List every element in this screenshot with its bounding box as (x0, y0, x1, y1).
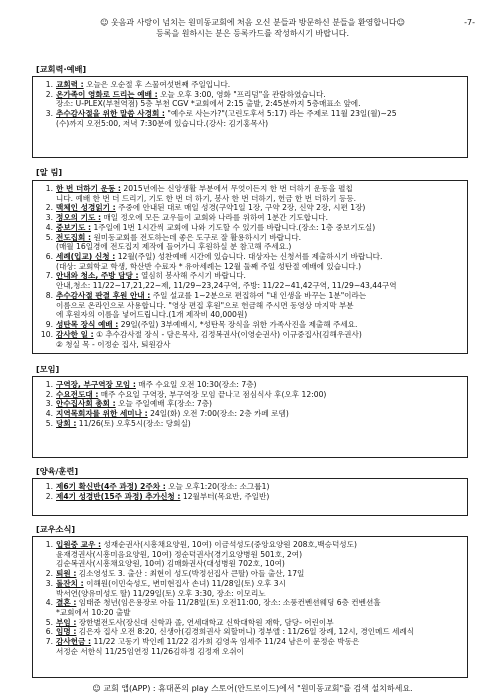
item-label: 부임 : (56, 617, 77, 627)
section-item (39, 203, 461, 213)
item-number: 5. (45, 418, 53, 428)
section-title-training: [양육/훈련] (36, 466, 79, 476)
item-label: 추수감사절을 위한 말씀 사경회 : (56, 109, 165, 119)
section-item (39, 579, 461, 589)
section-item (39, 242, 461, 252)
section-item (39, 419, 461, 429)
section-item (39, 310, 461, 320)
item-number: 3. (45, 109, 53, 119)
item-number: 1. (45, 184, 53, 193)
item-number: 2. (45, 491, 53, 501)
section-item (39, 194, 461, 204)
item-text: 장한별전도사(장신대 신학과 졸, 연세대학교 신학대학원 재학, 담당- 어린이부 (78, 617, 334, 627)
item-number (39, 310, 56, 320)
item-number: 5. (45, 617, 53, 627)
item-text: 매주 수요일 구역장, 부구역장 모임 끝나고 점심식사 후(오후 12:00) (100, 389, 327, 399)
item-label: 감사한 일 : (56, 329, 94, 339)
section-item (39, 119, 461, 129)
item-number: 3. (45, 399, 53, 409)
section-item (39, 390, 461, 400)
section-title-member-news: [교우소식] (36, 524, 76, 534)
item-number: 10. (40, 329, 53, 339)
item-text: 29일(주일) 3부예배시, *성탄목 장식을 위한 가족사진을 제출해 주세요. (120, 320, 358, 330)
header-registration-line: 등록을 원하시는 분은 등록카드를 작성하시기 바랍니다. (156, 28, 349, 38)
item-label: 교회력 : (56, 80, 84, 89)
section-title-meetings: [모임] (36, 364, 60, 374)
item-text: 오늘은 오순절 후 스물여섯번째 주일입니다. (86, 80, 231, 89)
section-item (39, 637, 461, 647)
item-number (39, 608, 56, 618)
item-number (39, 647, 56, 657)
section-box-meetings (32, 376, 468, 458)
item-number (39, 281, 56, 291)
section-item (39, 271, 461, 281)
item-label: 돌잔치 : (56, 578, 84, 588)
item-text: 윤재경권사(시흥미음요양원, 10여) 정순덕권사(경기요양병원 501호, 2여) (56, 549, 303, 559)
item-label: 임명 : (56, 627, 77, 637)
item-text: (매월 16일경에 전도집지 제작에 들어가니 후원하실 분 참고해 주세요.) (56, 242, 292, 252)
section-item (39, 184, 461, 194)
item-number: 5. (45, 232, 53, 242)
item-number (39, 99, 56, 109)
item-text: 안내,청소: 11/22~17,21,22~제, 11/29~23,24구역, 주방: 11/22~41,42구역, 11/29~43,44구역 (56, 281, 397, 291)
item-label: 온가족이 영화로 드리는 예배 : (56, 89, 158, 99)
section-item (39, 340, 461, 350)
item-number (39, 340, 56, 350)
item-label: 정오의 기도 : (56, 213, 102, 223)
item-number (39, 119, 56, 129)
item-text: 주일 설교를 1~2분으로 편집하여 "내 인생을 바꾸는 1분"이라는 (152, 290, 367, 300)
item-label: 중보기도 : (56, 222, 92, 232)
section-item (39, 109, 461, 119)
item-text: 이름으로 온라인으로 사용합니다. "영상 편집 후원"으로 헌금해 주시면 동영상 마지막 부분 (56, 300, 354, 310)
item-text: 성재순권사(시흥채요양원, 10여) 이금석성도(중앙요양원 208호,백승덕성도) (103, 540, 357, 549)
section-item (39, 550, 461, 560)
section-item (39, 647, 461, 657)
item-text: 서정순 서한식 11/25임연정 11/26김하정 김정재 오쉬이 (56, 646, 244, 656)
section-item (39, 559, 461, 569)
section-item (39, 608, 461, 618)
section-box-training (32, 478, 468, 516)
item-number (39, 194, 56, 204)
item-number (39, 301, 56, 311)
item-text: 11/26(토) 오후5시(장소: 당회실) (78, 418, 191, 428)
item-label: 감사헌금 : (56, 637, 92, 647)
item-text: 김소영성도 3. 출산 : 최현이 성도(박정선집사 큰딸) 아들 출산, 17일 (78, 569, 305, 579)
section-item (39, 252, 461, 262)
item-number: 2. (45, 89, 53, 99)
item-text: 오늘 오후1:20(장소: 소그룹1) (168, 482, 270, 491)
item-text: 열심히 봉사해 주시기 바랍니다. (140, 271, 246, 281)
item-label: 제4기 성경반(15주 과정) 추가신청 : (56, 491, 181, 501)
item-number: 1. (45, 80, 53, 89)
item-text: 김은자 집사 오전 8:20, 신생아(김경희권사 외할머니) 정부앨 : 11/26일 장례, 12시, 경인메드 세례식 (78, 627, 415, 637)
item-text: 이해원(이민숙성도, 변미현집사 손녀) 11/28일(토) 오후 3시 (86, 578, 286, 588)
section-item (39, 281, 461, 291)
item-label: 수요전도대 : (56, 389, 99, 399)
item-text: ① 추수감사절 장식 - 담은목사, 김정복권사(이영순권사) 이규중집사(김해우권사) (96, 329, 362, 339)
section-item (39, 589, 461, 599)
section-item (39, 482, 461, 492)
item-number (39, 559, 56, 569)
section-item (39, 291, 461, 301)
item-number (39, 262, 56, 272)
section-item (39, 301, 461, 311)
item-label: 세례(입교) 신청 : (56, 252, 116, 262)
section-item (39, 320, 461, 330)
item-text: 김순복권사(시흥채요양원, 10여) 김매화권사(대성병원 702호, 10여) (56, 559, 285, 569)
item-text: 오늘 주일예배 후(장소: 7층) (118, 399, 213, 409)
section-item (39, 618, 461, 628)
section-item (39, 99, 461, 109)
header-welcome-line: ☺ 웃음과 사랑이 넘치는 원미동교회에 처음 오신 분들과 방문하신 분들을 환영합니다☺ (100, 18, 405, 27)
item-number: 2. (45, 569, 53, 579)
item-number: 3. (45, 578, 53, 588)
item-text: 박서연(양유미성도 딸) 11/29일(토) 오후 3:30, 장소: 이모리노 (56, 588, 266, 598)
section-item (39, 233, 461, 243)
section-title-notices: [알 림] (36, 167, 63, 177)
item-label: 안내와 청소, 주방 담당 : (56, 271, 139, 281)
item-text: 니다. 예배 한 번 더 드리기, 기도 한 번 더 하기, 봉사 한 번 더하기, 헌금 한 번 더하기 등등. (56, 193, 357, 203)
item-label: 제6기 확신반(4주 과정) 2주차 : (56, 482, 166, 491)
page-header (30, 18, 475, 40)
item-number: 4. (45, 598, 53, 608)
item-text: 장소: U-PLEX(부천역점) 5층 부천 CGV *교회에서 2:15 출발, 2:45분까지 5층매표소 앞에. (56, 99, 361, 109)
item-number: 2. (45, 389, 53, 399)
item-number (39, 550, 56, 560)
item-number: 1. (45, 380, 53, 389)
item-number: 4. (45, 409, 53, 419)
item-number: 2. (45, 203, 53, 213)
item-label: 성탄목 장식 예배 : (56, 320, 119, 330)
section-item (39, 330, 461, 340)
item-text: 12월부터(목요반, 주일반) (182, 491, 270, 501)
item-text: 임태준 청년(임은용장로 아들 11/28일(토) 오전11:00, 장소: 소풍컨벤션웨딩 6층 컨벤션홀 (78, 598, 381, 608)
item-label: 입원중 교우 : (56, 540, 102, 549)
item-number: 9. (45, 320, 53, 330)
section-item (39, 569, 461, 579)
section-item (39, 540, 461, 550)
section-title-worship: [교회력·예배] (36, 64, 87, 74)
item-label: 결혼 : (56, 598, 77, 608)
item-label: 맥체인 성경읽기 : (56, 203, 116, 213)
section-item (39, 213, 461, 223)
item-text: 오늘 오후 3:00, 영화 "프리덤"을 관람하였습니다. (160, 89, 326, 99)
section-box-worship (32, 76, 468, 158)
section-item (39, 409, 461, 419)
item-text: 2015년에는 신앙생활 부분에서 무엇이든지 한 번 더하기 운동을 펼칩 (123, 184, 353, 193)
item-text: (수)까지 오전5:00, 저녁 7:30분에 있습니다.(강사: 김기홍목사) (56, 118, 269, 128)
item-number: 4. (45, 222, 53, 232)
item-label: 구역장, 부구역장 모임 : (56, 380, 136, 389)
item-label: 한 번 더하기 운동 : (56, 184, 121, 193)
item-label: 당회 : (56, 418, 77, 428)
section-item (39, 380, 461, 390)
page-number: -7- (464, 18, 475, 27)
section-item (39, 399, 461, 409)
item-text: 원미동교회를 전도하는데 좋은 도구로 잘 활용하시기 바랍니다. (93, 232, 302, 242)
item-number: 7. (45, 271, 53, 281)
item-label: 지역목회자를 위한 세미나 : (56, 409, 148, 419)
item-number: 6. (45, 252, 53, 262)
item-number: 1. (45, 482, 53, 491)
section-item (39, 90, 461, 100)
section-item (39, 598, 461, 608)
item-label: 전도집회 : (56, 232, 92, 242)
section-item (39, 223, 461, 233)
item-text: ② 청실 목 - 이정순 집사, 퇴원감사 (56, 339, 171, 349)
item-text: 에 후원자의 이름을 넣어드립니다.(1개 제작비 40,000원) (56, 310, 248, 320)
item-text: 1주일에 1번 1시간씩 교회에 나와 기도할 수 있기를 바랍니다.(장소: 1층 중보기도실) (93, 222, 376, 232)
item-number: 3. (45, 213, 53, 223)
item-text: *교회에서 10:20 출발 (56, 608, 131, 618)
item-number: 6. (45, 627, 53, 637)
item-label: 추수감사절 판결 후원 안내 : (56, 290, 151, 300)
item-text: 12월(주일) 성찬예배 시간에 있습니다. 대상자는 신청서를 제출하시기 바랍니다. (117, 252, 383, 262)
item-text: 주중에 안내된 대로 매일 성경(구약1일 1장, 구약 2장, 신약 2장, 시편 1장) (118, 203, 366, 213)
item-number: 7. (45, 637, 53, 647)
footer-app-notice: ☺ 교회 앱(APP) : 휴대폰의 play 스토어(안드로이드)에서 "원미동교회"를 검색 설치하세요. (92, 684, 413, 693)
item-number: 1. (45, 540, 53, 549)
item-label: 안수집사회 총회 : (56, 399, 116, 409)
section-item (39, 262, 461, 272)
section-item (39, 492, 461, 502)
item-number (39, 242, 56, 252)
section-item (39, 80, 461, 90)
item-text: 24일(화) 오전 7:00(장소: 2층 카페 로뎀) (150, 409, 289, 419)
item-text: (대상: 교회학교 학생, 학산반 수료자 * 유아세례는 12월 둘째 주일 성탄절 예배에 있습니다.) (56, 261, 362, 271)
section-item (39, 627, 461, 637)
section-box-member-news (32, 536, 468, 678)
item-label: 퇴원 : (56, 569, 77, 579)
item-text: 매주 수요일 오전 10:30(장소: 7층) (138, 380, 257, 389)
item-text: 매일 정오에 모든 교우들이 교회와 나라를 위하여 1분간 기도합니다. (103, 213, 329, 223)
section-box-notices (32, 180, 468, 354)
item-text: "예수로 사는가?"(고린도후서 5:17) 라는 주제로 11월 23일(월)~25 (167, 109, 397, 119)
item-number: 8. (45, 290, 53, 300)
item-number (39, 589, 56, 599)
item-text: 11/22 고동기 박인례 11/22 김가희 김영옥 임세주 11/24 남은이 문정순 박동은 (93, 637, 360, 647)
